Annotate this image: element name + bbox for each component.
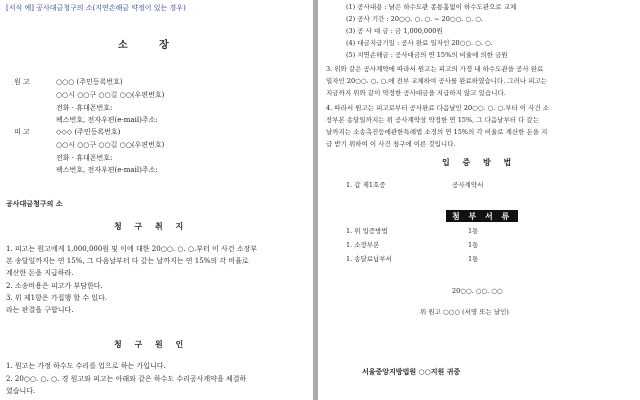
paragraph-line: 날까지는 소송촉진등에관한특례법 소정의 연 15%의 각 비율로 계산한 돈을 지 <box>326 128 548 136</box>
evidence-label: 1. 갑 제1호증 <box>346 181 386 189</box>
attachment-count: 1통 <box>468 241 479 249</box>
claim-line: 라는 판결을 구합니다. <box>6 306 74 314</box>
attachment-label: 1. 송달료납부서 <box>346 255 392 263</box>
case-name: 공사대금청구의 소 <box>6 199 63 208</box>
attachment-count: 1통 <box>468 255 479 263</box>
plaintiff-fax: 팩스번호, 전자우편(e-mail)주소: <box>56 116 158 124</box>
filing-date: 20○○. ○○. ○○ <box>452 287 503 295</box>
plaintiff-label: 원 고 <box>14 78 30 86</box>
claim-line: 본 송달일까지는 연 15%, 그 다음날부터 다 갚는 날까지는 연 15%의 각 비율로 <box>6 257 249 265</box>
contract-item: (4) 대금지급기일 : 공사 완료 일자인 20○○. ○. ○. <box>346 39 493 47</box>
contract-item: (3) 공 사 대 금 : 금 1,000,000원 <box>346 27 443 35</box>
document-title: 소 장 <box>118 40 183 51</box>
evidence-value: 공사계약서 <box>452 181 484 189</box>
attachment-label: 1. 소장부본 <box>346 241 380 249</box>
paragraph-line: 장부본 송달일까지는 위 공사계약상 약정한 연 15%, 그 다음날부터 다 갚는 <box>326 116 539 124</box>
paragraph-line: 지금까지 위와 같이 약정한 공사대금을 지급하지 않고 있습니다. <box>326 89 506 97</box>
attachments-heading <box>446 204 518 223</box>
claim-heading: 청 구 취 지 <box>114 221 189 231</box>
plaintiff-address: ○○시 ○○구 ○○길 ○○(우편번호) <box>56 91 165 99</box>
claim-line: 2. 소송비용은 피고가 부담한다. <box>6 282 103 290</box>
defendant-label: 피 고 <box>14 128 30 136</box>
attachments-heading-text: 첨 부 서 류 <box>446 210 518 222</box>
cause-heading: 청 구 원 인 <box>114 339 189 349</box>
attachment-label: 1. 위 입증방법 <box>346 227 388 235</box>
defendant-address: ○○시 ○○구 ○○길 ○○(우편번호) <box>56 141 165 149</box>
plaintiff-name: ○○○ (주민등록번호) <box>56 78 123 86</box>
paragraph-line: 급 받기 위하여 이 사건 청구에 이른 것입니다. <box>326 140 456 148</box>
document-page-left <box>0 0 313 400</box>
contract-item: (5) 지연손해금 : 공사대금의 연 15%의 비율에 의한 금원 <box>346 51 508 59</box>
claim-line: 1. 피고는 원고에게 1,000,000원 및 이에 대한 20○○. ○. ○.부터 이 사건 소장부 <box>6 245 258 253</box>
contract-item: (2) 공사 기간 : 20○○. ○. ○. ~ 20○○. ○. ○. <box>346 15 483 23</box>
court-name: 서울중앙지방법원 ○○지원 귀중 <box>362 367 461 376</box>
plaintiff-phone: 전화 · 휴대폰번호: <box>56 104 113 112</box>
paragraph-line: 일자인 20○○. ○. ○.에 전부 교체하여 공사를 완료하였습니다. 그러나 피고는 <box>326 77 548 85</box>
cause-line: 였습니다. <box>6 387 36 395</box>
document-page-right <box>318 0 640 400</box>
cause-line: 1. 원고는 가정 하수도 수리를 업으로 하는 가입니다. <box>6 362 166 370</box>
defendant-phone: 전화 · 휴대폰번호: <box>56 154 113 162</box>
paragraph-line: 4. 따라서 원고는 피고로부터 공사완료 다음날인 20○○. ○. ○.부터 이 사건 소 <box>326 104 550 112</box>
attachment-count: 1통 <box>468 227 479 235</box>
evidence-heading: 입 증 방 법 <box>442 157 517 167</box>
form-header: [서식 예] 공사대금청구의 소(지연손해금 약정이 있는 경우) <box>6 4 186 12</box>
signature-line: 위 원고 ○○○ (서명 또는 날인) <box>420 308 509 316</box>
paragraph-line: 3. 위와 같은 공사계약에 따라서 원고는 피고의 가정 내 하수도관을 공사 완료 <box>326 65 544 73</box>
claim-line: 계산한 돈을 지급하라. <box>6 269 74 277</box>
contract-item: (1) 공사내용 : 낡은 하수도관 종통홈없이 하수도관으로 교체 <box>346 3 517 11</box>
defendant-fax: 팩스번호, 전자우편(e-mail)주소: <box>56 166 158 174</box>
cause-line: 2. 20○○. ○. ○. 경 원고와 피고는 아래와 같은 하수도 수리공사계약을 체결하 <box>6 375 247 383</box>
claim-line: 3. 위 제1항은 가집행 할 수 있다. <box>6 294 108 302</box>
defendant-name: ◇◇◇ (주민등록번호) <box>56 128 121 136</box>
